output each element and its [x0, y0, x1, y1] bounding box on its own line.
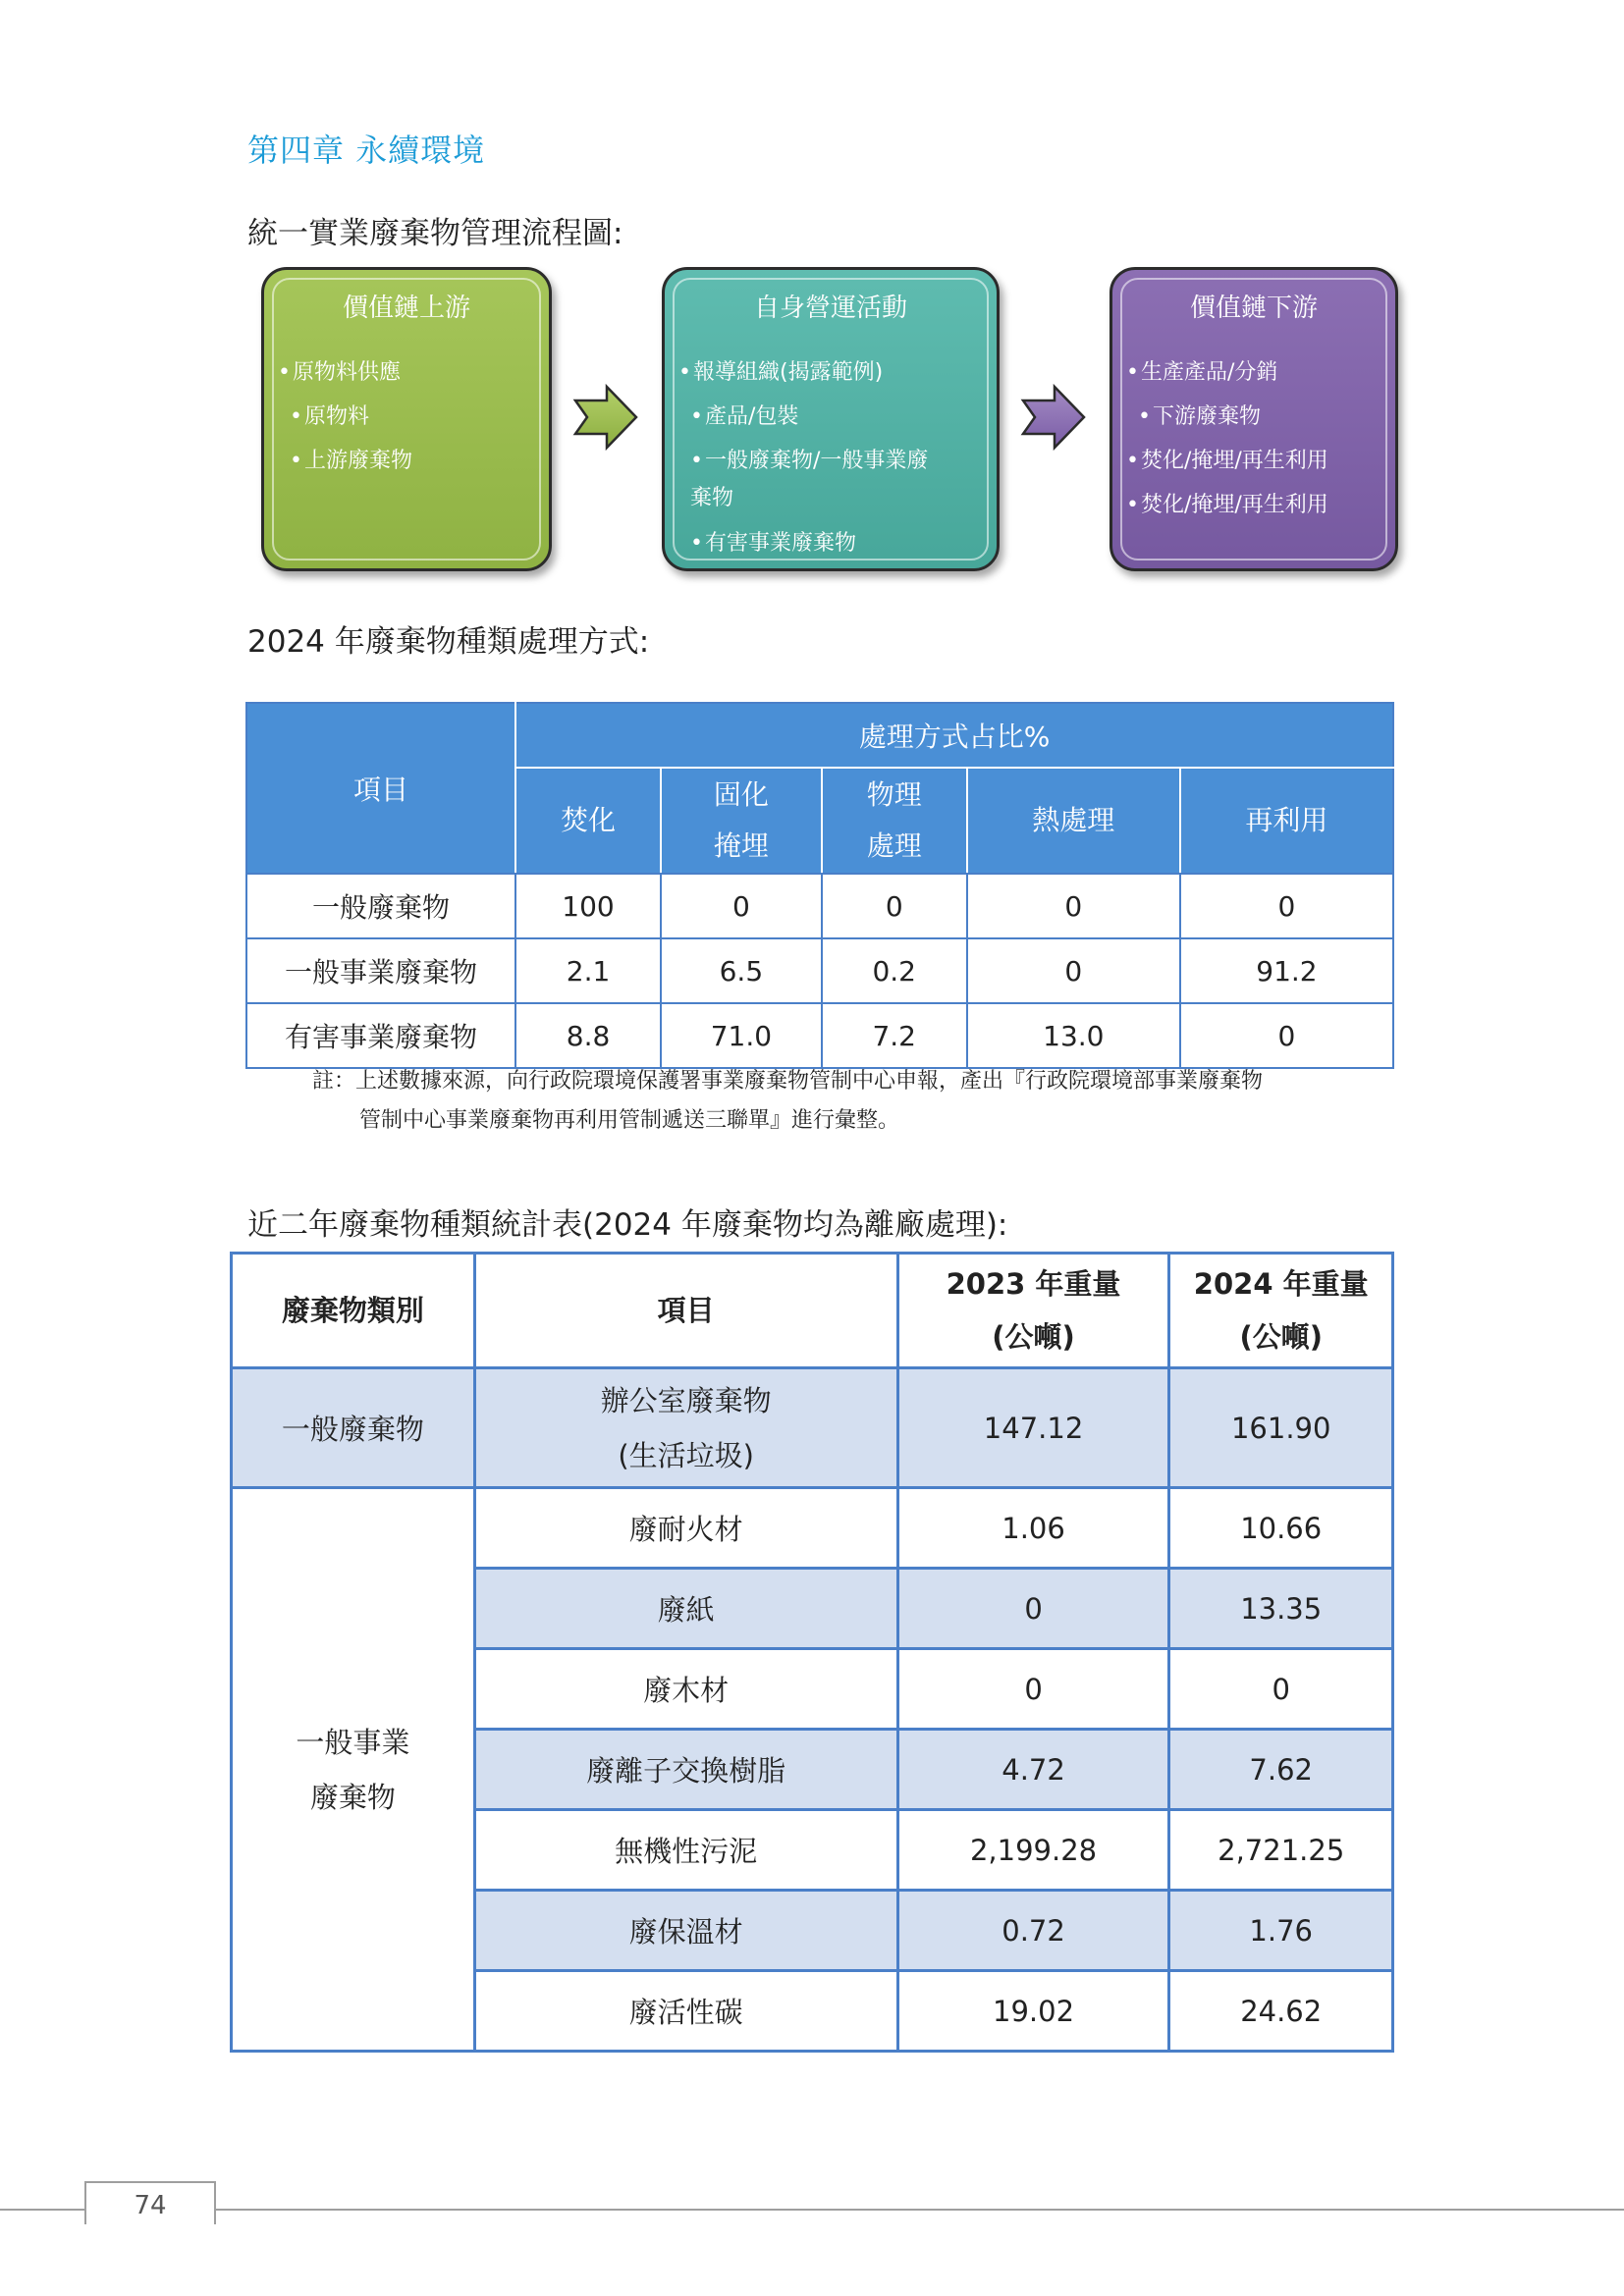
flow-list-text: 有害事業廢棄物	[704, 531, 856, 556]
general-category: 一般廢棄物	[232, 1368, 475, 1488]
table-cell: 1.76	[1169, 1891, 1393, 1971]
table-cell: 0	[967, 874, 1180, 938]
table-cell: 1.06	[897, 1488, 1169, 1569]
row-name: 一般廢棄物	[246, 874, 515, 938]
downstream-title: 價值鏈下游	[1189, 294, 1318, 323]
bullet-icon: •	[690, 531, 703, 556]
flow-list-item	[1126, 395, 1385, 439]
bullet-icon: •	[690, 449, 703, 473]
flow-list-text: 生產產品/分銷	[1140, 360, 1278, 385]
flow-list-text: 焚化/掩埋/再生利用	[1140, 493, 1328, 517]
flow-list-item	[1126, 439, 1385, 483]
table-cell: 4.72	[897, 1730, 1169, 1810]
downstream-box	[1110, 267, 1398, 571]
flow-list-item	[678, 350, 987, 395]
operations-title: 自身營運活動	[753, 294, 907, 323]
table-cell: 24.62	[1169, 1971, 1393, 2052]
column-header: 2023 年重量 (公噸)	[897, 1254, 1169, 1368]
flow-list-text: 報導組織(揭露範例)	[692, 360, 884, 385]
table-cell: 71.0	[661, 1003, 822, 1068]
treatment-column-header: 再利用	[1180, 768, 1393, 874]
flow-list-text: 下游廢棄物	[1152, 404, 1261, 429]
table-cell: 0	[661, 874, 822, 938]
chevron-arrow-right-icon	[1019, 383, 1088, 452]
table-cell: 0.72	[897, 1891, 1169, 1971]
treatment-column-header: 熱處理	[967, 768, 1180, 874]
table-cell: 2,721.25	[1169, 1810, 1393, 1891]
flow-list-item	[678, 521, 987, 565]
flow-heading: 統一實業廢棄物管理流程圖:	[247, 216, 623, 251]
flow-list-item	[1126, 483, 1385, 527]
general-2024: 161.90	[1169, 1368, 1393, 1488]
flow-list-text: 原物料供應	[292, 360, 401, 385]
flow-list-item	[1126, 350, 1385, 395]
table-cell: 10.66	[1169, 1488, 1393, 1569]
table-cell: 2.1	[515, 938, 661, 1003]
footer-rule-left	[0, 2209, 84, 2211]
bullet-icon: •	[1126, 493, 1139, 517]
upstream-title: 價值鏈上游	[342, 294, 470, 323]
bullet-icon: •	[290, 404, 302, 429]
table1-heading: 2024 年廢棄物種類處理方式:	[247, 624, 650, 660]
bullet-icon: •	[278, 360, 291, 385]
treatment-column-header: 固化 掩埋	[661, 768, 822, 874]
table-cell: 0.2	[822, 938, 967, 1003]
table-cell: 91.2	[1180, 938, 1393, 1003]
table1-note-line1: 註：上述數據來源，向行政院環境保護署事業廢棄物管制中心申報，產出『行政院環境部事業廢棄物	[312, 1069, 1264, 1094]
table-cell: 100	[515, 874, 661, 938]
chevron-arrow-right-icon	[571, 383, 640, 452]
table-row	[246, 874, 1393, 938]
table-cell: 6.5	[661, 938, 822, 1003]
table-cell: 廢活性碳	[474, 1971, 897, 2052]
flow-list-item	[278, 350, 539, 395]
table-row	[246, 938, 1393, 1003]
chapter-title: 第四章 永續環境	[247, 132, 486, 169]
row-name: 一般事業廢棄物	[246, 938, 515, 1003]
table-cell: 7.62	[1169, 1730, 1393, 1810]
treatment-group-header: 處理方式占比%	[515, 703, 1393, 768]
table-cell: 廢保溫材	[474, 1891, 897, 1971]
table-cell: 2,199.28	[897, 1810, 1169, 1891]
table-row	[232, 1488, 1393, 1569]
table-cell: 廢耐火材	[474, 1488, 897, 1569]
upstream-list	[278, 350, 539, 483]
column-header: 廢棄物類別	[232, 1254, 475, 1368]
table-cell: 0	[1180, 1003, 1393, 1068]
table-cell: 0	[897, 1569, 1169, 1649]
flow-list-item	[278, 395, 539, 439]
flow-list-text: 一般廢棄物/一般事業廢棄物	[690, 449, 929, 510]
business-category: 一般事業 廢棄物	[232, 1488, 475, 2052]
table-cell: 13.35	[1169, 1569, 1393, 1649]
table-cell: 無機性污泥	[474, 1810, 897, 1891]
treatment-column-header: 焚化	[515, 768, 661, 874]
column-header: 項目	[474, 1254, 897, 1368]
table-cell: 廢木材	[474, 1649, 897, 1730]
bullet-icon: •	[678, 360, 691, 385]
table-cell: 0	[822, 874, 967, 938]
bullet-icon: •	[290, 449, 302, 473]
treatment-column-header: 物理 處理	[822, 768, 967, 874]
table-cell: 0	[967, 938, 1180, 1003]
flow-list-item	[678, 439, 946, 521]
page-number: 74	[84, 2181, 216, 2224]
table-cell: 8.8	[515, 1003, 661, 1068]
table-cell: 廢離子交換樹脂	[474, 1730, 897, 1810]
general-item: 辦公室廢棄物 (生活垃圾)	[474, 1368, 897, 1488]
downstream-list	[1126, 350, 1385, 527]
general-2023: 147.12	[897, 1368, 1169, 1488]
bullet-icon: •	[1138, 404, 1151, 429]
table-cell: 0	[897, 1649, 1169, 1730]
footer-rule-right	[212, 2209, 1624, 2211]
table-cell: 13.0	[967, 1003, 1180, 1068]
flow-list-text: 原物料	[303, 404, 369, 429]
bullet-icon: •	[690, 404, 703, 429]
flow-list-text: 焚化/掩埋/再生利用	[1140, 449, 1328, 473]
operations-box	[662, 267, 1000, 571]
table-cell: 廢紙	[474, 1569, 897, 1649]
table1-note-line2: 管制中心事業廢棄物再利用管制遞送三聯單』進行彙整。	[359, 1108, 900, 1133]
table-cell: 0	[1169, 1649, 1393, 1730]
operations-list	[678, 350, 987, 565]
column-header: 2024 年重量 (公噸)	[1169, 1254, 1393, 1368]
table-cell: 7.2	[822, 1003, 967, 1068]
table-cell: 0	[1180, 874, 1393, 938]
treatment-table	[245, 702, 1394, 1069]
waste-statistics-table	[230, 1252, 1394, 2053]
bullet-icon: •	[1126, 360, 1139, 385]
flow-list-text: 產品/包裝	[704, 404, 799, 429]
table-row	[246, 1003, 1393, 1068]
flow-list-item	[678, 395, 987, 439]
table-cell: 19.02	[897, 1971, 1169, 2052]
row-name: 有害事業廢棄物	[246, 1003, 515, 1068]
flow-list-text: 上游廢棄物	[303, 449, 412, 473]
flow-list-item	[278, 439, 539, 483]
bullet-icon: •	[1126, 449, 1139, 473]
treatment-item-header: 項目	[246, 703, 515, 874]
table2-heading: 近二年廢棄物種類統計表(2024 年廢棄物均為離廠處理):	[247, 1207, 1008, 1243]
upstream-box	[261, 267, 552, 571]
